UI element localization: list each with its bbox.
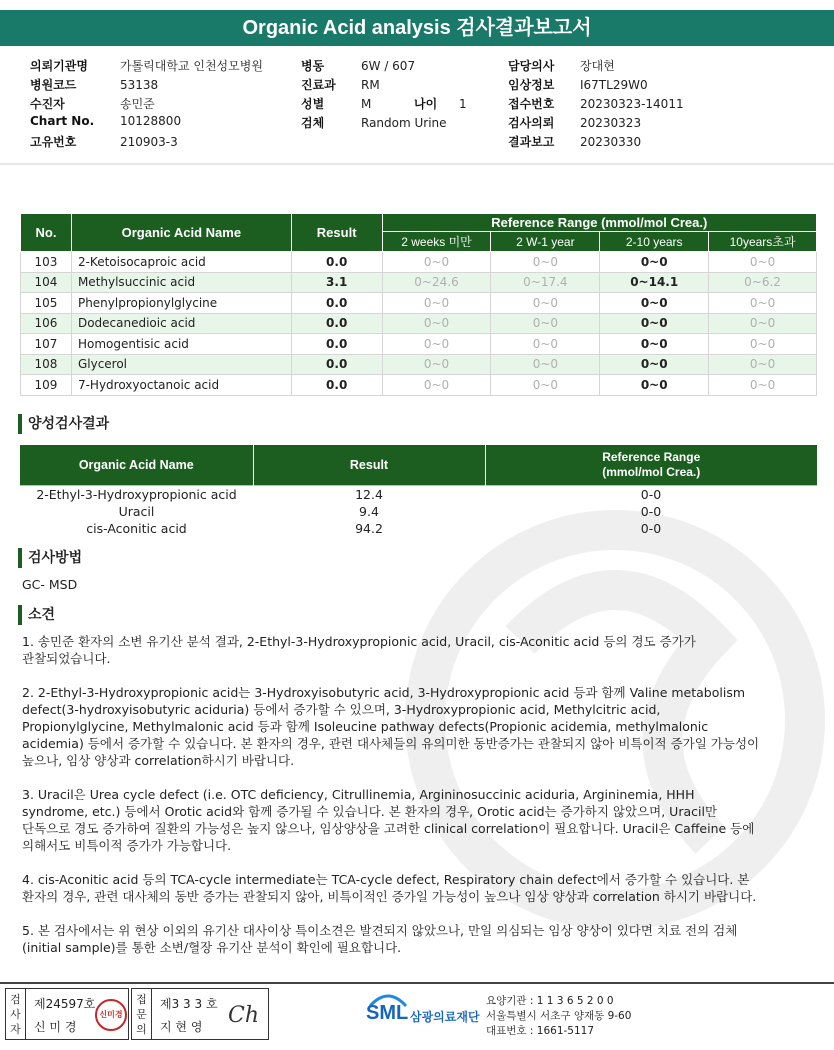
pos-acid-name: Uracil — [118, 504, 155, 519]
info-label: 담당의사 — [508, 59, 555, 73]
org-address — [486, 994, 631, 1039]
row-acid-name: Methylsuccinic acid — [71, 272, 291, 293]
row-ref-10y: 0~0 — [709, 334, 817, 355]
footer-divider — [0, 982, 834, 984]
col-age-group: 2 W-1 year — [491, 232, 600, 252]
info-row — [508, 133, 808, 152]
address-line: 서울특별시 서초구 양재동 9-60 — [486, 1010, 632, 1022]
table-row — [21, 272, 817, 293]
row-result: 0.0 — [291, 252, 382, 273]
patient-info-left — [30, 57, 290, 152]
info-row — [301, 114, 501, 133]
row-result: 3.1 — [291, 272, 382, 293]
info-label: 결과보고 — [508, 135, 555, 149]
info-row — [30, 133, 290, 152]
sml-logo-text: SML — [366, 1002, 409, 1024]
pos-col-name: Organic Acid Name — [20, 445, 253, 486]
col-name: Organic Acid Name — [71, 214, 291, 252]
patient-info-right — [508, 57, 808, 152]
organic-acid-table — [20, 213, 817, 396]
row-ref-2w: 0~0 — [382, 354, 491, 375]
pos-acid-name: cis-Aconitic acid — [86, 521, 187, 536]
inspector-label — [6, 989, 26, 1039]
row-ref-10y: 0~0 — [709, 252, 817, 273]
row-no: 109 — [21, 375, 72, 396]
approver-label — [132, 989, 152, 1039]
org-name: 삼광의료재단 — [410, 1010, 480, 1024]
row-ref-2w: 0~0 — [382, 375, 491, 396]
col-result: Result — [291, 214, 382, 252]
pos-acid-name: 2-Ethyl-3-Hydroxypropionic acid — [20, 486, 253, 504]
row-ref-2w: 0~0 — [382, 334, 491, 355]
age-label: 나이 — [414, 97, 438, 111]
row-ref-2w1y: 0~0 — [491, 252, 600, 273]
approver-label-char: 문 — [136, 1008, 147, 1021]
positive-section-title: 양성검사결과 — [18, 414, 109, 434]
row-result: 0.0 — [291, 354, 382, 375]
info-value: 장대현 — [580, 59, 615, 73]
row-result: 0.0 — [291, 313, 382, 334]
pos-col-result: Result — [253, 445, 485, 486]
findings-section-title: 소견 — [18, 605, 55, 625]
info-label: 의뢰기관명 — [30, 59, 88, 73]
inspector-name: 신 미 경 — [34, 1020, 77, 1034]
row-result: 0.0 — [291, 375, 382, 396]
finding-paragraph — [22, 871, 822, 905]
row-ref-2w: 0~0 — [382, 313, 491, 334]
info-value: I67TL29W0 — [580, 78, 648, 92]
finding-line: 단독으로 경도 증가하여 질환의 가능성은 높지 않으나, 임상양상을 고려한 clinical correlation이 필요합니다. Uracil은 Caffeine 등에 — [22, 821, 755, 836]
sml-logo — [366, 990, 486, 1034]
info-label: 수진자 — [30, 97, 65, 111]
pos-result: 12.4 — [253, 486, 485, 504]
row-result: 0.0 — [291, 293, 382, 314]
info-row — [301, 57, 501, 76]
info-value: RM — [361, 78, 380, 92]
row-ref-2-10y: 0~14.1 — [600, 272, 709, 293]
header-divider — [0, 163, 834, 165]
inspector-no: 제24597호 — [34, 997, 96, 1011]
info-row — [301, 95, 501, 114]
row-ref-2-10y: 0~0 — [600, 354, 709, 375]
info-value: Random Urine — [361, 116, 447, 130]
age-value: 1 — [459, 97, 467, 111]
info-label: 검사의뢰 — [508, 116, 555, 130]
info-row — [301, 76, 501, 95]
finding-paragraph — [22, 684, 822, 769]
table-row — [21, 252, 817, 273]
pos-ref-line2: (mmol/mol Crea.) — [602, 465, 701, 479]
pos-col-reference — [485, 445, 817, 486]
info-row — [508, 57, 808, 76]
row-no: 104 — [21, 272, 72, 293]
info-label: 고유번호 — [30, 135, 77, 149]
finding-line: 높으나, 임상 양상과 correlation하시기 바랍니다. — [22, 753, 295, 768]
info-value: 송민준 — [120, 97, 155, 111]
col-age-group: 2-10 years — [600, 232, 709, 252]
table-row — [21, 354, 817, 375]
patient-info-mid — [301, 57, 501, 133]
info-row — [508, 95, 808, 114]
report-title: Organic Acid analysis 검사결과보고서 — [0, 10, 834, 46]
row-ref-10y: 0~0 — [709, 313, 817, 334]
info-row — [30, 95, 290, 114]
row-ref-2-10y: 0~0 — [600, 293, 709, 314]
pos-result: 94.2 — [355, 521, 383, 536]
info-label: 진료과 — [301, 78, 336, 92]
row-ref-2-10y: 0~0 — [600, 375, 709, 396]
table-row — [21, 334, 817, 355]
finding-paragraph — [22, 786, 822, 854]
inspector-label-char: 사 — [10, 1008, 21, 1021]
row-ref-2w: 0~0 — [382, 252, 491, 273]
row-ref-2w1y: 0~0 — [491, 354, 600, 375]
finding-line: 4. cis-Aconitic acid 등의 TCA-cycle intermediate는 TCA-cycle defect, Respiratory chain defect에서 증가할 수 있습니다. 본 — [22, 872, 750, 887]
info-value: 가톨릭대학교 인천성모병원 — [120, 59, 263, 73]
finding-line: 1. 송민준 환자의 소변 유기산 분석 결과, 2-Ethyl-3-Hydroxypropionic acid, Uracil, cis-Aconitic acid 등의 경도 증가가 — [22, 634, 696, 649]
approver-label-char: 접 — [136, 993, 147, 1006]
inspector-label-char: 검 — [10, 993, 21, 1006]
table-row — [21, 313, 817, 334]
info-label: 병원코드 — [30, 78, 77, 92]
inspector-box — [5, 988, 129, 1040]
pos-reference: 0-0 — [640, 521, 662, 536]
pos-result: 9.4 — [359, 504, 379, 519]
info-value: 20230323-14011 — [580, 97, 684, 111]
row-ref-10y: 0~0 — [709, 354, 817, 375]
row-no: 106 — [21, 313, 72, 334]
info-value: 6W / 607 — [361, 59, 416, 73]
table-row — [20, 486, 817, 504]
row-no: 105 — [21, 293, 72, 314]
row-acid-name: Dodecanedioic acid — [71, 313, 291, 334]
info-row — [30, 57, 290, 76]
row-no: 108 — [21, 354, 72, 375]
row-ref-10y: 0~0 — [709, 293, 817, 314]
approver-name: 지 현 영 — [160, 1020, 203, 1034]
row-ref-2w1y: 0~0 — [491, 313, 600, 334]
row-ref-2w: 0~0 — [382, 293, 491, 314]
row-ref-2w1y: 0~0 — [491, 375, 600, 396]
finding-paragraph — [22, 633, 822, 667]
info-value: 20230323 — [580, 116, 642, 130]
row-acid-name: 7-Hydroxyoctanoic acid — [71, 375, 291, 396]
approver-box — [131, 988, 269, 1040]
table-row — [21, 293, 817, 314]
pos-ref-line1: Reference Range — [602, 450, 701, 464]
finding-line: 환자의 경우, 관련 대사체의 동반 증가는 관찰되지 않아, 비특이적인 증가일 가능성이 높으나 임상 양상과 correlation 하시기 바랍니다. — [22, 889, 757, 904]
row-ref-2-10y: 0~0 — [600, 252, 709, 273]
row-acid-name: 2-Ketoisocaproic acid — [71, 252, 291, 273]
info-label: 검체 — [301, 116, 325, 130]
col-age-group: 10years초과 — [709, 232, 817, 252]
info-value: 53138 — [120, 78, 159, 92]
row-acid-name: Glycerol — [71, 354, 291, 375]
pos-reference: 0-0 — [640, 504, 662, 519]
info-value: 10128800 — [120, 114, 182, 128]
info-label: 접수번호 — [508, 97, 555, 111]
approver-no: 제3 3 3 호 — [160, 997, 218, 1011]
finding-line: acidemia) 등에서 증가할 수 있습니다. 본 환자의 경우, 관련 대사체들의 유의미한 동반증가는 관찰되지 않아 비특이적 증가일 가능성이 — [22, 736, 760, 751]
info-value: 210903-3 — [120, 135, 178, 149]
table-row — [20, 503, 817, 520]
info-value: 20230330 — [580, 135, 642, 149]
table-row — [21, 375, 817, 396]
info-row — [30, 114, 290, 133]
method-text: GC- MSD — [22, 577, 78, 592]
info-label: 임상정보 — [508, 78, 555, 92]
info-label: Chart No. — [30, 114, 95, 128]
row-ref-10y: 0~0 — [709, 375, 817, 396]
row-ref-2w: 0~24.6 — [382, 272, 491, 293]
finding-line: (initial sample)를 통한 소변/혈장 유기산 분석이 확인에 필요합니다. — [22, 940, 402, 955]
pos-reference: 0-0 — [485, 486, 817, 504]
age-field — [414, 95, 467, 112]
approver-signature: Ch — [228, 1003, 260, 1028]
finding-paragraph — [22, 922, 822, 956]
positive-results-table — [20, 445, 817, 537]
row-ref-2w1y: 0~17.4 — [491, 272, 600, 293]
inspector-label-char: 자 — [10, 1023, 21, 1036]
row-acid-name: Phenylpropionylglycine — [71, 293, 291, 314]
info-value: M — [361, 97, 372, 111]
row-result: 0.0 — [291, 334, 382, 355]
info-row — [508, 114, 808, 133]
findings-text — [22, 633, 822, 973]
address-line: 요양기관 : 1 1 3 6 5 2 0 0 — [486, 995, 614, 1007]
finding-line: 2. 2-Ethyl-3-Hydroxypropionic acid는 3-Hydroxyisobutyric acid, 3-Hydroxypropionic acid 등과 함께 Valine metabolism — [22, 685, 746, 700]
finding-line: 5. 본 검사에서는 위 현상 이외의 유기산 대사이상 특이소견은 발견되지 않았으나, 만일 의심되는 임상 양상이 있다면 치료 전의 검체 — [22, 923, 738, 938]
col-age-group: 2 weeks 미만 — [382, 232, 491, 252]
finding-line: 3. Uracil은 Urea cycle defect (i.e. OTC deficiency, Citrullinemia, Argininosuccinic aciduria, Argininemia, HHH — [22, 787, 695, 802]
row-acid-name: Homogentisic acid — [71, 334, 291, 355]
inspector-seal — [95, 999, 127, 1031]
approver-label-char: 의 — [136, 1023, 147, 1036]
row-ref-2-10y: 0~0 — [600, 334, 709, 355]
info-label: 병동 — [301, 59, 325, 73]
finding-line: Propionylglycine, Methylmalonic acid 등과 함께 Isoleucine pathway defects(Propionic acidemia, methylmalonic — [22, 719, 709, 734]
table-row — [20, 520, 817, 537]
method-section-title: 검사방법 — [18, 548, 82, 568]
info-row — [30, 76, 290, 95]
row-ref-2-10y: 0~0 — [600, 313, 709, 334]
col-no: No. — [21, 214, 72, 252]
col-reference: Reference Range (mmol/mol Crea.) — [382, 214, 816, 232]
info-row — [508, 76, 808, 95]
address-line: 대표번호 : 1661-5117 — [486, 1025, 595, 1037]
row-ref-10y: 0~6.2 — [709, 272, 817, 293]
info-label: 성별 — [301, 97, 325, 111]
row-ref-2w1y: 0~0 — [491, 334, 600, 355]
finding-line: 관찰되었습니다. — [22, 651, 111, 666]
finding-line: defect(3-hydroxyisobutyric aciduria) 등에서 증가할 수 있으며, 3-Hydroxypropionic acid, Methylcitric acid, — [22, 702, 661, 717]
row-no: 103 — [21, 252, 72, 273]
finding-line: syndrome, etc.) 등에서 Orotic acid와 함께 증가될 수 있습니다. 본 환자의 경우, Orotic acid는 증가하지 않았으며, Uracil만 — [22, 804, 718, 819]
seal-text: 신미경 — [99, 1010, 123, 1019]
row-ref-2w1y: 0~0 — [491, 293, 600, 314]
row-no: 107 — [21, 334, 72, 355]
finding-line: 의해서도 비특이적 증가가 가능합니다. — [22, 838, 232, 853]
